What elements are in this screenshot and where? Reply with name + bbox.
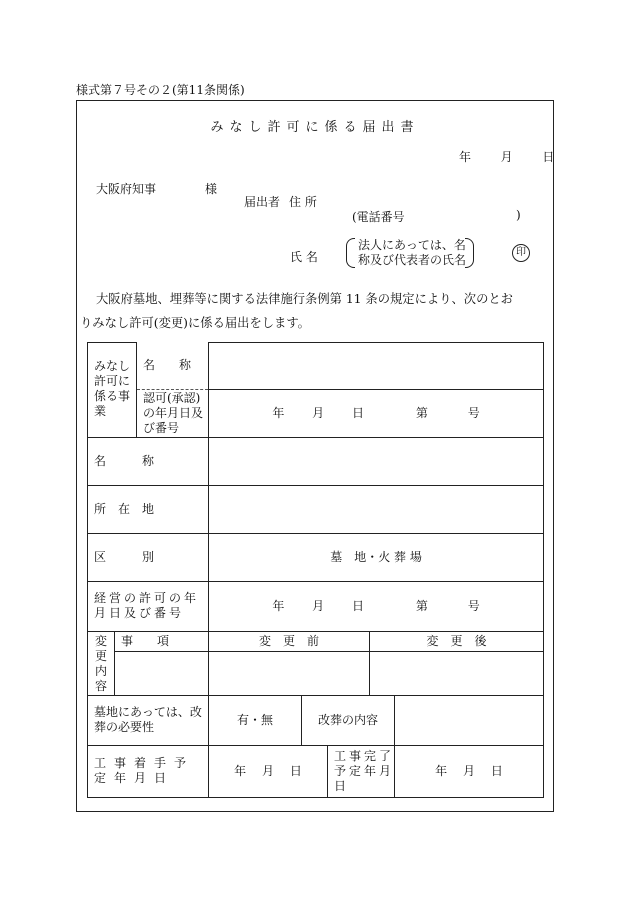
statement-line1: 大阪府墓地、埋葬等に関する法律施行条例第 11 条の規定により、次のとお xyxy=(96,292,513,306)
before-header: 変 更 前 xyxy=(209,631,370,651)
change-content-label: 変更内容 xyxy=(88,631,115,695)
construction-start-label: 工事着手予定年月日 xyxy=(88,745,209,797)
corporation-note xyxy=(346,238,474,268)
submission-date xyxy=(459,148,554,165)
construction-end-label: 工事完了予定年月日 xyxy=(328,745,395,797)
name-label: 氏 名 xyxy=(290,250,318,264)
permit-date-label: 認可(承認)の年月日及び番号 xyxy=(137,389,209,437)
name-row-label: 名 称 xyxy=(88,437,209,485)
details-table xyxy=(87,342,544,798)
form-number-label: 様式第７号その２(第11条関係) xyxy=(76,83,245,97)
reburial-necessity-label: 墓地にあっては、改葬の必要性 xyxy=(88,695,209,745)
document-title: みなし許可に係る届出書 xyxy=(210,120,420,135)
construction-start-field[interactable]: 年 月 日 xyxy=(209,745,328,797)
business-name-label: 名 称 xyxy=(137,343,209,390)
before-field[interactable] xyxy=(209,651,370,695)
name-field[interactable] xyxy=(209,437,544,485)
item-header: 事 項 xyxy=(115,631,209,651)
operation-permit-field[interactable]: 年 月 日 第 号 xyxy=(209,581,544,631)
reburial-content-label: 改葬の内容 xyxy=(302,695,395,745)
after-header: 変 更 後 xyxy=(370,631,544,651)
construction-end-field[interactable]: 年 月 日 xyxy=(395,745,544,797)
reburial-necessity-value[interactable]: 有・無 xyxy=(209,695,302,745)
applicant-label: 届出者 xyxy=(244,195,281,209)
deemed-business-label: みなし許可に係る事業 xyxy=(88,343,137,438)
year-label: 年 xyxy=(459,150,472,164)
permit-date-field[interactable]: 年 月 日 第 号 xyxy=(209,389,544,437)
month-label: 月 xyxy=(500,150,513,164)
phone-label: (電話番号 xyxy=(352,210,405,224)
category-label: 区 別 xyxy=(88,533,209,581)
statement-line2: りみなし許可(変更)に係る届出をします。 xyxy=(80,316,310,330)
reburial-content-field[interactable] xyxy=(395,695,544,745)
addressee-honorific: 様 xyxy=(205,182,218,196)
business-name-field[interactable] xyxy=(209,343,544,390)
corp-note-line2: 称及び代表者の氏名 xyxy=(358,253,467,267)
corp-note-line1: 法人にあっては、名 xyxy=(358,238,466,252)
day-label: 日 xyxy=(542,150,555,164)
seal-mark: 印 xyxy=(512,244,530,262)
addressee-name: 大阪府知事 xyxy=(96,182,157,196)
location-field[interactable] xyxy=(209,485,544,533)
after-field[interactable] xyxy=(370,651,544,695)
phone-close: ) xyxy=(516,208,521,222)
address-label: 住 所 xyxy=(289,195,317,209)
category-value[interactable]: 墓 地・火 葬 場 xyxy=(209,533,544,581)
location-label: 所 在 地 xyxy=(88,485,209,533)
item-field[interactable] xyxy=(115,651,209,695)
operation-permit-label: 経営の許可の年月日及び番号 xyxy=(88,581,209,631)
